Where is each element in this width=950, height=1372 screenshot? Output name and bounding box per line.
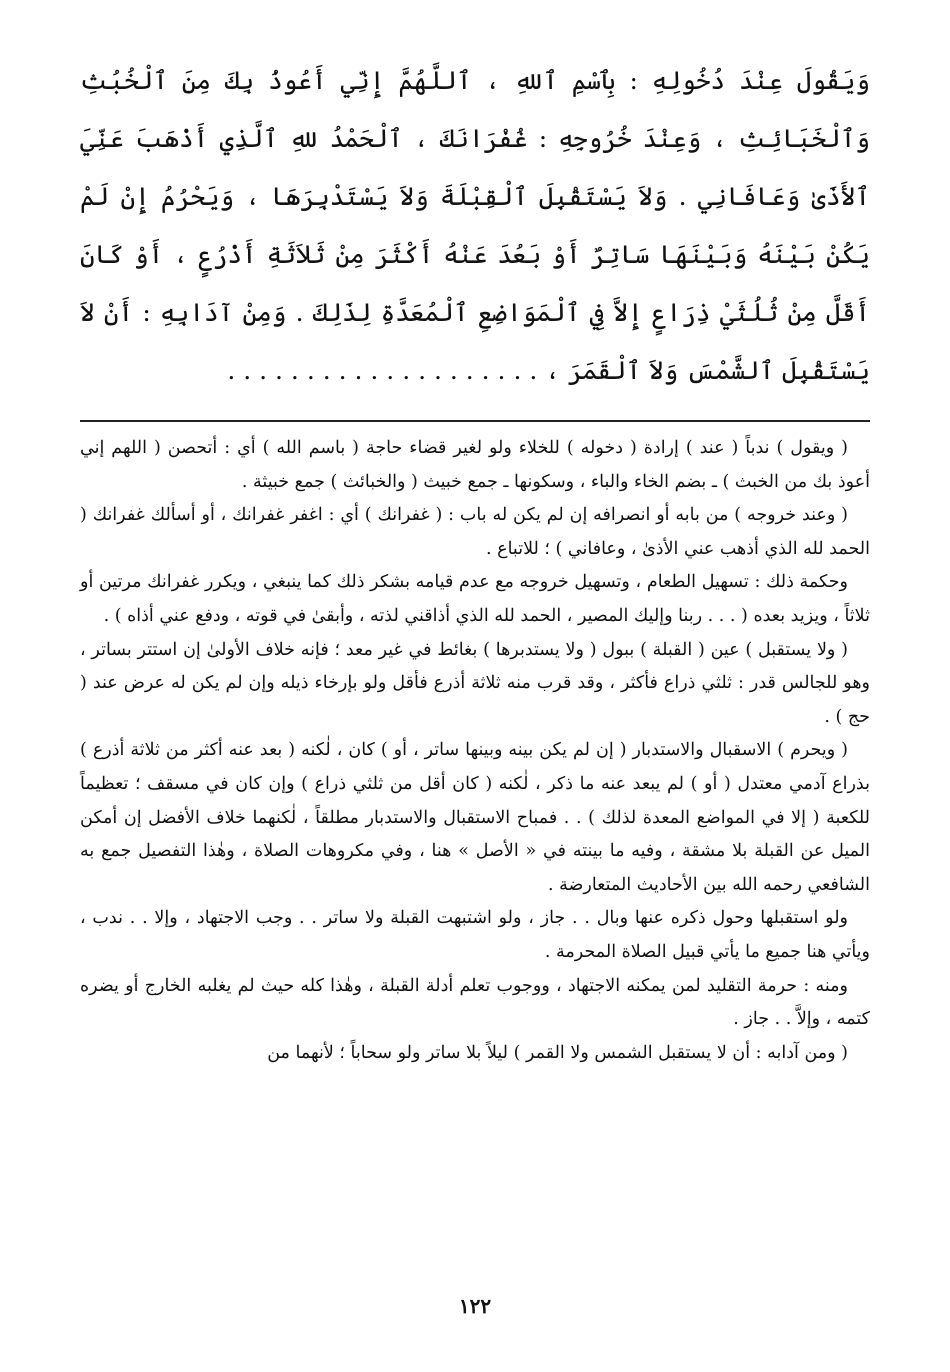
commentary-paragraph: ولو استقبلها وحول ذكره عنها وبال . . جاز ، ولو اشتبهت القبلة ولا ساتر . . وجب الاجتهاد ، وإلا . . ندب ، ويأتي هنا جميع ما يأتي قبيل الصلاة المحرمة . bbox=[80, 908, 870, 962]
commentary-paragraph: ( ويحرم ) الاسقبال والاستدبار ( إن لم يكن بينه وبينها ساتر ، أو ) كان ، لٰكنه ( بعد عنه أكثر من ثلاثة أذرع ) بذراع آدمي معتدل ( أو ) لم يبعد عنه ما ذكر ، لٰكنه ( كان أقل من ثلثي ذراع ) وإن كان في مسقف ؛ تعظيماً للكعبة ( إلا في المواضع المعدة لذلك ) . . فمباح الاستقبال والاستدبار مطلقاً ، لٰكنهما خلاف الأفضل إن أمكن الميل عن القبلة بلا مشقة ، وفيه ما بينته في « الأصل » هنا ، وفي مكروهات الصلاة ، وهٰذا التفصيل جمع به الشافعي رحمه الله بين الأحاديث المتعارضة . bbox=[80, 740, 870, 895]
main-text: وَيَقُولَ عِنْدَ دُخُولِهِ : بِٱسْمِ ٱللهِ ، ٱللَّهُمَّ إِنِّي أَعُوذُ بِكَ مِنَ ٱلْخُبُثِ وَٱلْخَبَائِثِ ، وَعِنْدَ خُرُوجِهِ : غُفْرَانَكَ ، ٱلْحَمْدُ للهِ ٱلَّذِي أَذْهَبَ عَنِّيَ ٱلأَذَىٰ وَعَافَانِي . وَلاَ يَسْتَقْبِلَ ٱلْقِبْلَةَ وَلاَ يَسْتَدْبِرَهَا ، وَيَحْرُمُ إِنْ لَمْ يَكُنْ بَيْنَهُ وَبَيْنَهَا سَاتِرٌ أَوْ بَعُدَ عَنْهُ أَكْثَرَ مِنْ ثَلاَثَةِ أَذْرُعٍ ، أَوْ كَانَ أَقَلَّ مِنْ ثُلُثَيْ ذِرَاعٍ إِلاَّ فِي ٱلْمَوَاضِعِ ٱلْمُعَدَّةِ لِذَلِكَ . وَمِنْ آدَابِهِ : أَنْ لاَ يَسْتَقْبِلَ ٱلشَّمْسَ وَلاَ ٱلْقَمَرَ ، . . . . . . . . . . . . . . . . . . . . bbox=[80, 66, 870, 385]
page-number: ١٢٢ bbox=[458, 1294, 492, 1318]
commentary-paragraph: ( ويقول ) ندباً ( عند ) إرادة ( دخوله ) للخلاء ولو لغير قضاء حاجة ( باسم الله ) أي : أتحصن ( اللهم إني أعوذ بك من الخبث ) ـ بضم الخاء والباء ، وسكونها ـ جمع خبيث ( والخبائث ) جمع خبيثة . bbox=[80, 438, 870, 492]
commentary-paragraph: وحكمة ذلك : تسهيل الطعام ، وتسهيل خروجه مع عدم قيامه بشكر ذلك كما ينبغي ، ويكرر غفرانك مرتين أو ثلاثاً ، ويزيد بعده ( . . . ربنا وإليك المصير ، الحمد لله الذي أذاقني لذته ، وأبقىٰ في قوته ، ودفع عني أذاه ) . bbox=[80, 572, 870, 626]
commentary-paragraph: ( وعند خروجه ) من بابه أو انصرافه إن لم يكن له باب : ( غفرانك ) أي : اغفر غفرانك ، أو أسألك غفرانك ( الحمد لله الذي أذهب عني الأذىٰ ، وعافاني ) ؛ للاتباع . bbox=[80, 505, 870, 559]
commentary-paragraph: ومنه : حرمة التقليد لمن يمكنه الاجتهاد ، ووجوب تعلم أدلة القبلة ، وهٰذا كله حيث لم يغلبه الخارج أو يضره كتمه ، وإلاَّ . . جاز . bbox=[80, 975, 870, 1030]
separator-line bbox=[80, 420, 870, 422]
commentary bbox=[80, 432, 870, 1070]
book-page bbox=[80, 52, 870, 1070]
commentary-paragraph: ( ولا يستقبل ) عين ( القبلة ) ببول ( ولا يستدبرها ) بغائط في غير معد ؛ فإنه خلاف الأولىٰ إن استتر بساتر ، وهو للجالس قدر : ثلثي ذراع فأكثر ، وقد قرب منه ثلاثة أذرع فأقل ولو بإرخاء ذيله وإن لم يكن له عرض عند ( حج ) . bbox=[80, 639, 870, 727]
commentary-paragraph: ( ومن آدابه : أن لا يستقبل الشمس ولا القمر ) ليلاً بلا ساتر ولو سحاباً ؛ لأنهما من bbox=[267, 1042, 848, 1063]
